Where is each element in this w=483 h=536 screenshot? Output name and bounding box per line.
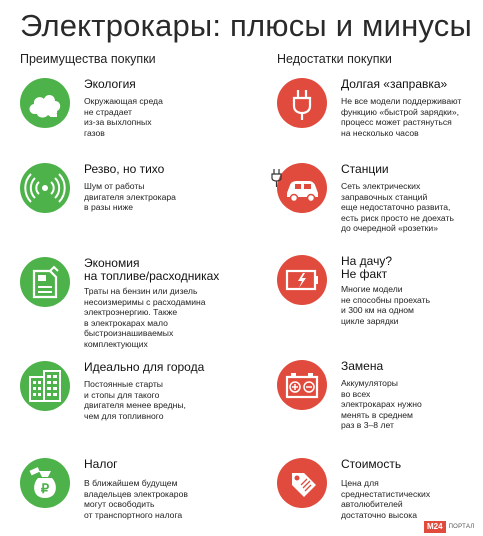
item-title: На дачу? Не факт (341, 254, 393, 281)
item-text: Постоянные старты и стопы для такого двигателя менее вредны, чем для топливного (84, 379, 186, 421)
city-buildings-icon (20, 361, 70, 411)
smoke-cloud-icon (20, 78, 70, 128)
item-title: Долгая «заправка» (341, 77, 448, 91)
sound-waves-icon (20, 163, 70, 213)
item-text: Окружающая среда не страдает из-за выхлопных газов (84, 96, 163, 138)
logo-suffix: ПОРТАЛ (448, 524, 475, 530)
fuel-canister-icon (20, 257, 70, 307)
m24-logo[interactable] (424, 521, 475, 533)
low-battery-icon (277, 255, 327, 305)
pros-heading: Преимущества покупки (20, 52, 156, 66)
small-plug-icon (271, 169, 285, 187)
power-plug-icon (277, 78, 327, 128)
item-title: Резво, но тихо (84, 162, 165, 176)
item-text: В ближайшем будущем владельцев электрокаров могут освободить от транспортного налога (84, 478, 188, 520)
item-text: Траты на бензин или дизель несоизмеримы с расходамина электроэнергию. Также в электрокарах мало быстроизнашиваемых комплектующих (84, 286, 206, 349)
item-text: Многие модели не способны проехать и 300 км на одном цикле зарядки (341, 284, 431, 326)
item-text: Шум от работы двигателя электрокара в разы ниже (84, 181, 176, 213)
money-bag-icon (20, 458, 70, 508)
item-title: Станции (341, 162, 389, 176)
item-text: Цена для среднестатистических автолюбителей достаточно высока (341, 478, 431, 520)
page-title: Электрокары: плюсы и минусы (20, 8, 472, 43)
price-tag-icon (277, 458, 327, 508)
item-text: Аккумуляторы во всех электрокарах нужно менять в среднем раз в 3–8 лет (341, 378, 422, 431)
item-title: Экономия на топливе/расходниках (84, 256, 220, 283)
cons-heading: Недостатки покупки (277, 52, 392, 66)
item-title: Идеально для города (84, 360, 205, 374)
item-title: Стоимость (341, 457, 402, 471)
logo-brand: M24 (424, 521, 446, 533)
car-battery-icon (277, 360, 327, 410)
item-title: Налог (84, 457, 118, 471)
item-title: Экология (84, 77, 136, 91)
item-text: Сеть электрических заправочных станций еще недостаточно развита, есть риск просто не доехать до очередной «розетки» (341, 181, 454, 234)
item-text: Не все модели поддерживают функцию «быстрой зарядки», процесс может растянуться на несколько часов (341, 96, 462, 138)
svg-text:₽: ₽ (40, 481, 50, 496)
item-title: Замена (341, 359, 384, 373)
